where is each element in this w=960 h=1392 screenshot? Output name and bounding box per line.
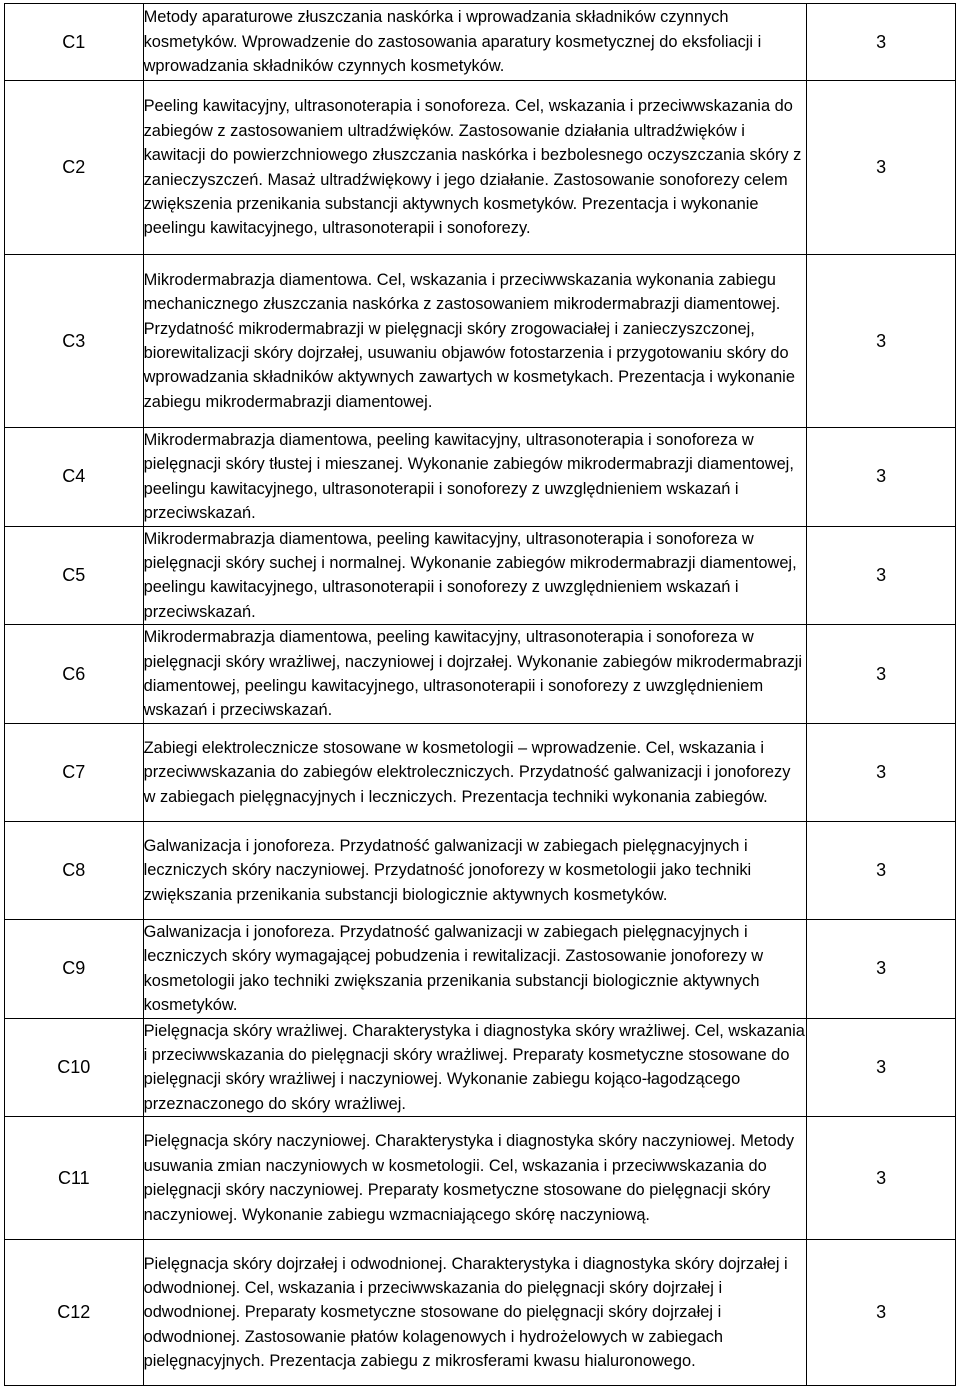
row-topic: Pielęgnacja skóry wrażliwej. Charakterystyka i diagnostyka skóry wrażliwej. Cel, wskazania i przeciwwskazania do pielęgnacji skóry wrażliwej. Preparaty kosmetyczne stosowane do pielęgnacji skóry wrażliwej i naczyniowej. Wykonanie zabiegu kojąco-łagodzącego przeznaczonego do skóry wrażliwej.	[143, 1018, 807, 1117]
row-topic: Mikrodermabrazja diamentowa. Cel, wskazania i przeciwwskazania wykonania zabiegu mechanicznego złuszczania naskórka z zastosowaniem mikrodermabrazji diamentowej. Przydatność mikrodermabrazji w pielęgnacji skóry zrogowaciałej i zanieczyszczonej, biorewitalizacji skóry dojrzałej, usuwaniu objawów fotostarzenia i przygotowaniu skóry do wprowadzania składników aktywnych zawartych w kosmetykach. Prezentacja i wykonanie zabiegu mikrodermabrazji diamentowej.	[143, 255, 807, 428]
row-code: C2	[5, 81, 144, 255]
row-topic: Mikrodermabrazja diamentowa, peeling kawitacyjny, ultrasonoterapia i sonoforeza w pielęgnacji skóry wrażliwej, naczyniowej i dojrzałej. Wykonanie zabiegów mikrodermabrazji diamentowej, peelingu kawitacyjnego, ultrasonoterapii i sonoforezy z uwzględnieniem wskazań i przeciwskazań.	[143, 625, 807, 724]
table-row	[5, 1240, 956, 1386]
row-topic: Metody aparaturowe złuszczania naskórka i wprowadzania składników czynnych kosmetyków. Wprowadzenie do zastosowania aparatury kosmetycznej do eksfoliacji i wprowadzania składników czynnych kosmetyków.	[143, 4, 807, 81]
row-hours: 3	[807, 723, 956, 821]
row-topic: Mikrodermabrazja diamentowa, peeling kawitacyjny, ultrasonoterapia i sonoforeza w pielęgnacji skóry suchej i normalnej. Wykonanie zabiegów mikrodermabrazji diamentowej, peelingu kawitacyjnego, ultrasonoterapii i sonoforezy z uwzględnieniem wskazań i przeciwskazań.	[143, 526, 807, 625]
table-row	[5, 1018, 956, 1117]
table-row	[5, 526, 956, 625]
row-hours: 3	[807, 919, 956, 1018]
row-hours: 3	[807, 821, 956, 919]
row-hours: 3	[807, 526, 956, 625]
row-code: C9	[5, 919, 144, 1018]
row-topic: Galwanizacja i jonoforeza. Przydatność galwanizacji w zabiegach pielęgnacyjnych i leczniczych skóry naczyniowej. Przydatność jonoforezy w kosmetologii jako techniki zwiększania przenikania substancji biologicznie aktywnych kosmetyków.	[143, 821, 807, 919]
row-topic: Galwanizacja i jonoforeza. Przydatność galwanizacji w zabiegach pielęgnacyjnych i leczniczych skóry wymagającej pobudzenia i rewitalizacji. Zastosowanie jonoforezy w kosmetologii jako techniki zwiększania przenikania substancji biologicznie aktywnych kosmetyków.	[143, 919, 807, 1018]
row-topic: Zabiegi elektrolecznicze stosowane w kosmetologii – wprowadzenie. Cel, wskazania i przeciwwskazania do zabiegów elektroleczniczych. Przydatność galwanizacji i jonoforezy w zabiegach pielęgnacyjnych i leczniczych. Prezentacja techniki wykonania zabiegów.	[143, 723, 807, 821]
table-row	[5, 625, 956, 724]
syllabus-table	[4, 3, 956, 1386]
row-topic: Peeling kawitacyjny, ultrasonoterapia i sonoforeza. Cel, wskazania i przeciwwskazania do zabiegów z zastosowaniem ultradźwięków. Zastosowanie działania ultradźwięków i kawitacji do powierzchniowego złuszczania naskórka i bezbolesnego oczyszczania skóry z zanieczyszczeń. Masaż ultradźwiękowy i jego działanie. Zastosowanie sonoforezy celem zwiększenia przenikania substancji aktywnych kosmetyków. Prezentacja i wykonanie peelingu kawitacyjnego, ultrasonoterapii i sonoforezy.	[143, 81, 807, 255]
table-row	[5, 723, 956, 821]
row-hours: 3	[807, 1240, 956, 1386]
syllabus-table-body	[5, 4, 956, 1386]
table-row	[5, 821, 956, 919]
table-row	[5, 255, 956, 428]
row-hours: 3	[807, 428, 956, 527]
table-row	[5, 1117, 956, 1240]
table-row	[5, 428, 956, 527]
row-hours: 3	[807, 81, 956, 255]
row-code: C8	[5, 821, 144, 919]
row-code: C11	[5, 1117, 144, 1240]
row-code: C1	[5, 4, 144, 81]
row-code: C6	[5, 625, 144, 724]
row-topic: Pielęgnacja skóry naczyniowej. Charakterystyka i diagnostyka skóry naczyniowej. Metody usuwania zmian naczyniowych w kosmetologii. Cel, wskazania i przeciwwskazania do pielęgnacji skóry naczyniowej. Preparaty kosmetyczne stosowane do pielęgnacji skóry naczyniowej. Wykonanie zabiegu wzmacniającego skórę naczyniową.	[143, 1117, 807, 1240]
row-hours: 3	[807, 1117, 956, 1240]
table-row	[5, 81, 956, 255]
row-hours: 3	[807, 625, 956, 724]
row-code: C7	[5, 723, 144, 821]
table-row	[5, 4, 956, 81]
row-code: C5	[5, 526, 144, 625]
table-row	[5, 919, 956, 1018]
row-topic: Pielęgnacja skóry dojrzałej i odwodnionej. Charakterystyka i diagnostyka skóry dojrzałej i odwodnionej. Cel, wskazania i przeciwwskazania do pielęgnacji skóry dojrzałej i odwodnionej. Preparaty kosmetyczne stosowane do pielęgnacji skóry dojrzałej i odwodnionej. Zastosowanie płatów kolagenowych i hydrożelowych w zabiegach pielęgnacyjnych. Prezentacja zabiegu z mikrosferami kwasu hialuronowego.	[143, 1240, 807, 1386]
row-hours: 3	[807, 255, 956, 428]
row-topic: Mikrodermabrazja diamentowa, peeling kawitacyjny, ultrasonoterapia i sonoforeza w pielęgnacji skóry tłustej i mieszanej. Wykonanie zabiegów mikrodermabrazji diamentowej, peelingu kawitacyjnego, ultrasonoterapii i sonoforezy z uwzględnieniem wskazań i przeciwskazań.	[143, 428, 807, 527]
row-code: C3	[5, 255, 144, 428]
row-code: C10	[5, 1018, 144, 1117]
row-hours: 3	[807, 1018, 956, 1117]
row-hours: 3	[807, 4, 956, 81]
row-code: C12	[5, 1240, 144, 1386]
row-code: C4	[5, 428, 144, 527]
